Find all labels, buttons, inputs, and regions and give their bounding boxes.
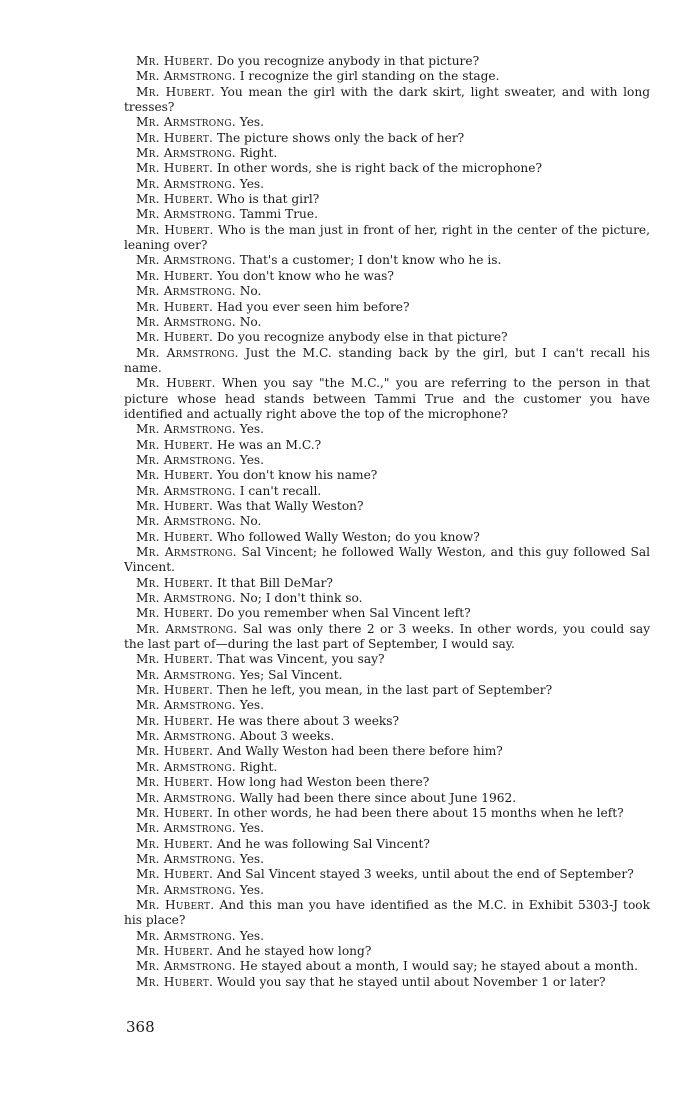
testimony-line [124,806,650,821]
speaker-name: Mr. Armstrong. [136,422,236,437]
testimony-text: He was an M.C.? [216,437,322,452]
testimony-text: Yes; Sal Vincent. [239,667,343,682]
testimony-line [124,821,650,836]
speaker-name: Mr. Armstrong. [136,345,239,360]
testimony-text: Sal Vincent; he followed Wally Weston, and this guy followed Sal Vincent. [124,545,651,575]
testimony-line [124,714,650,729]
testimony-line [124,729,650,744]
speaker-name: Mr. Hubert. [136,652,214,667]
speaker-name: Mr. Armstrong. [136,851,236,866]
speaker-name: Mr. Hubert. [136,130,214,145]
testimony-line [124,606,650,621]
testimony-line [124,438,650,453]
testimony-text: And Wally Weston had been there before him? [216,744,503,759]
testimony-text: When you say "the M.C.," you are referring to the person in that picture whose head stands between Tammi True and the customer you have identified and actually right above the top of the microphone? [124,376,650,421]
testimony-text: The picture shows only the back of her? [216,130,465,145]
testimony-text: And Sal Vincent stayed 3 weeks, until about the end of September? [216,867,634,882]
testimony-text: No. [239,514,262,529]
speaker-name: Mr. Armstrong. [136,928,236,943]
speaker-name: Mr. Hubert. [136,192,214,207]
testimony-line [124,192,650,207]
speaker-name: Mr. Armstrong. [136,514,236,529]
speaker-name: Mr. Armstrong. [136,545,237,559]
testimony-line [124,898,650,929]
testimony-text: Who is the man just in front of her, right in the center of the picture, leaning over? [124,222,650,253]
testimony-line [124,346,650,377]
testimony-text: No. [239,314,262,329]
speaker-name: Mr. Hubert. [136,299,214,314]
speaker-name: Mr. Hubert. [136,867,214,882]
speaker-name: Mr. Hubert. [136,836,214,851]
speaker-name: Mr. Hubert. [136,897,215,912]
speaker-name: Mr. Armstrong. [136,452,236,467]
testimony-text: Right. [239,146,278,161]
testimony-line [124,253,650,268]
testimony-line [124,883,650,898]
testimony-text: Yes. [239,882,265,897]
testimony-line [124,622,650,653]
testimony-line [124,330,650,345]
testimony-text: I recognize the girl standing on the stage. [239,69,500,84]
testimony-line [124,530,650,545]
testimony-line [124,545,650,576]
testimony-text: Would you say that he stayed until about November 1 or later? [216,974,606,989]
testimony-line [124,652,650,667]
testimony-line [124,315,650,330]
testimony-line [124,161,650,176]
testimony-line [124,207,650,222]
testimony-line [124,959,650,974]
speaker-name: Mr. Armstrong. [136,207,236,222]
speaker-name: Mr. Hubert. [136,330,214,345]
testimony-line [124,69,650,84]
testimony-text: And this man you have identified as the M.C. in Exhibit 5303-J took his place? [124,897,651,928]
speaker-name: Mr. Hubert. [136,468,214,483]
testimony-text: Yes. [239,928,265,943]
testimony-text: Was that Wally Weston? [216,498,364,513]
speaker-name: Mr. Hubert. [136,222,214,237]
speaker-name: Mr. Armstrong. [136,729,236,744]
testimony-line [124,975,650,990]
testimony-text: Sal was only there 2 or 3 weeks. In other words, you could say the last part of—during the last part of September, I would say. [124,621,651,652]
speaker-name: Mr. Hubert. [136,161,214,176]
speaker-name: Mr. Hubert. [136,498,214,513]
testimony-text: You don't know his name? [216,468,378,483]
testimony-line [124,131,650,146]
speaker-name: Mr. Hubert. [136,744,214,759]
speaker-name: Mr. Hubert. [136,683,214,698]
testimony-line [124,852,650,867]
testimony-text: Had you ever seen him before? [216,299,410,314]
testimony-line [124,223,650,254]
speaker-name: Mr. Hubert. [136,974,214,989]
testimony-line [124,484,650,499]
speaker-name: Mr. Armstrong. [136,284,236,299]
speaker-name: Mr. Hubert. [136,606,214,621]
testimony-text: No; I don't think so. [239,591,363,606]
testimony-line [124,499,650,514]
testimony-line [124,576,650,591]
testimony-line [124,591,650,606]
testimony-line [124,775,650,790]
transcript-page [124,54,650,990]
testimony-text: About 3 weeks. [239,729,335,744]
testimony-line [124,115,650,130]
speaker-name: Mr. Armstrong. [136,759,236,774]
testimony-line [124,468,650,483]
testimony-text: Who followed Wally Weston; do you know? [216,529,480,544]
testimony-line [124,54,650,69]
testimony-text: Yes. [239,452,265,467]
testimony-line [124,760,650,775]
testimony-line [124,269,650,284]
speaker-name: Mr. Hubert. [136,805,214,820]
speaker-name: Mr. Armstrong. [136,790,236,805]
testimony-text: Do you recognize anybody else in that picture? [216,330,508,345]
testimony-text: Who is that girl? [216,192,320,207]
testimony-line [124,668,650,683]
testimony-line [124,791,650,806]
speaker-name: Mr. Armstrong. [136,69,236,84]
testimony-text: He stayed about a month, I would say; he stayed about a month. [239,959,638,974]
speaker-name: Mr. Armstrong. [136,314,236,329]
testimony-text: Just the M.C. standing back by the girl, but I can't recall his name. [124,345,651,375]
testimony-line [124,683,650,698]
speaker-name: Mr. Armstrong. [136,146,236,161]
speaker-name: Mr. Hubert. [136,437,214,452]
speaker-name: Mr. Hubert. [136,54,214,68]
testimony-line [124,300,650,315]
testimony-text: Wally had been there since about June 1962. [239,790,517,805]
testimony-line [124,422,650,437]
speaker-name: Mr. Armstrong. [136,483,236,498]
testimony-line [124,929,650,944]
testimony-text: Do you recognize anybody in that picture? [216,54,480,68]
testimony-text: Then he left, you mean, in the last part of September? [216,683,553,698]
speaker-name: Mr. Hubert. [136,84,215,99]
testimony-line [124,376,650,422]
testimony-line [124,177,650,192]
speaker-name: Mr. Hubert. [136,529,214,544]
speaker-name: Mr. Armstrong. [136,176,236,191]
testimony-text: Yes. [239,176,265,191]
testimony-text: And he was following Sal Vincent? [216,836,430,851]
speaker-name: Mr. Armstrong. [136,115,236,130]
testimony-text: Yes. [239,422,265,437]
testimony-text: That was Vincent, you say? [216,652,385,667]
speaker-name: Mr. Armstrong. [136,591,236,606]
testimony-text: Do you remember when Sal Vincent left? [216,606,471,621]
testimony-text: I can't recall. [239,483,322,498]
testimony-text: Right. [239,759,278,774]
speaker-name: Mr. Hubert. [136,376,216,391]
testimony-text: Yes. [239,698,265,713]
testimony-text: He was there about 3 weeks? [216,713,400,728]
speaker-name: Mr. Armstrong. [136,621,238,636]
testimony-text: You don't know who he was? [216,268,394,283]
testimony-text: How long had Weston been there? [216,775,430,790]
testimony-text: And he stayed how long? [216,943,372,958]
testimony-line [124,944,650,959]
testimony-text: No. [239,284,262,299]
testimony-line [124,284,650,299]
speaker-name: Mr. Armstrong. [136,253,236,268]
testimony-line [124,146,650,161]
testimony-line [124,698,650,713]
speaker-name: Mr. Armstrong. [136,667,236,682]
testimony-text: Yes. [239,821,265,836]
speaker-name: Mr. Armstrong. [136,821,236,836]
testimony-text: Yes. [239,115,265,130]
testimony-text: It that Bill DeMar? [216,575,333,590]
speaker-name: Mr. Armstrong. [136,959,236,974]
testimony-text: You mean the girl with the dark skirt, light sweater, and with long tresses? [124,84,650,115]
testimony-line [124,453,650,468]
speaker-name: Mr. Armstrong. [136,698,236,713]
testimony-text: Yes. [239,851,265,866]
testimony-line [124,867,650,882]
testimony-text: In other words, he had been there about 15 months when he left? [216,805,624,820]
testimony-line [124,744,650,759]
testimony-text: That's a customer; I don't know who he is. [239,253,502,268]
speaker-name: Mr. Hubert. [136,775,214,790]
speaker-name: Mr. Hubert. [136,575,214,590]
testimony-line [124,85,650,116]
page-number: 368 [126,1018,155,1036]
testimony-text: In other words, she is right back of the microphone? [216,161,543,176]
speaker-name: Mr. Hubert. [136,268,214,283]
speaker-name: Mr. Hubert. [136,713,214,728]
testimony-text: Tammi True. [239,207,318,222]
speaker-name: Mr. Hubert. [136,943,214,958]
testimony-line [124,837,650,852]
testimony-line [124,514,650,529]
speaker-name: Mr. Armstrong. [136,882,236,897]
